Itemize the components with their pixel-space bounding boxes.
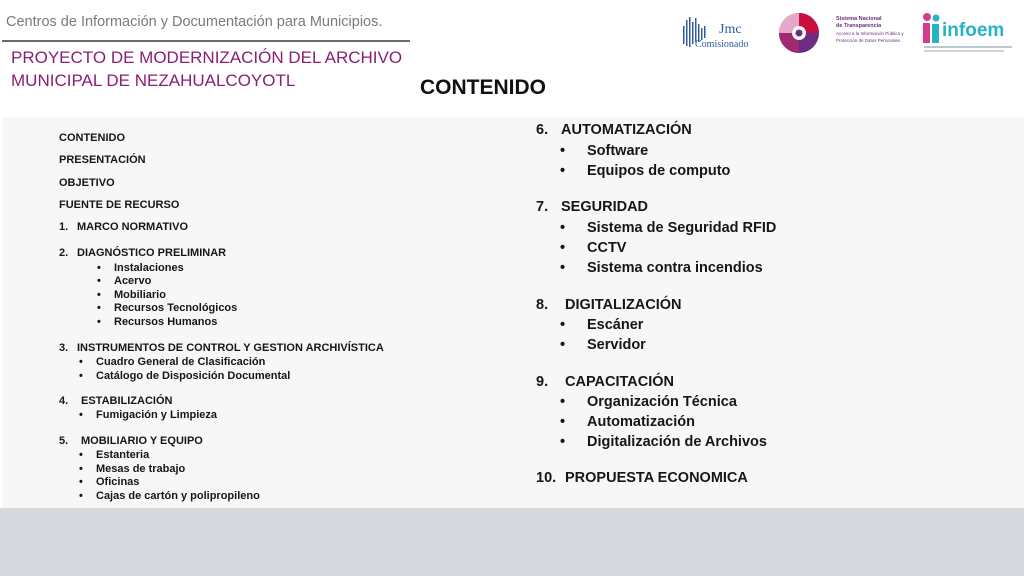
bullet-icon: • [79,490,83,502]
toc-item: • Sistema de Seguridad RFID [560,220,777,236]
toc-item: • Oficinas [79,476,140,488]
bullet-icon: • [97,262,101,274]
toc-section-8: 8. DIGITALIZACIÓN [536,297,682,313]
toc-item: • Automatización [560,414,695,430]
toc-item: • Software [560,143,649,159]
jmc-logo [682,14,768,54]
infoem-logo [918,10,1018,56]
toc-item: • Organización Técnica [560,394,737,410]
bullet-icon: • [97,316,101,328]
toc-item: • Catálogo de Disposición Documental [79,370,291,382]
bullet-icon: • [79,449,83,461]
infoem-logo-text: infoem [942,20,1005,41]
bullet-icon: • [560,220,566,236]
toc-item: • Recursos Humanos [97,316,218,328]
toc-item: • Mobiliario [97,289,166,301]
infoem-figure-icon [920,12,942,44]
bullet-icon: • [79,370,83,382]
jmc-logo-text: Jmc [719,22,742,37]
bullet-icon: • [97,289,101,301]
project-title-line2: MUNICIPAL DE NEZAHUALCOYOTL [11,71,296,90]
toc-section-7: 7. SEGURIDAD [536,199,649,215]
section-title: CONTENIDO [420,76,546,99]
header-divider [2,40,410,42]
bullet-icon: • [560,240,566,256]
toc-section-1: 1. MARCO NORMATIVO [59,221,189,233]
bullet-icon: • [97,302,101,314]
toc-item: • Fumigación y Limpieza [79,409,218,421]
bullet-icon: • [97,275,101,287]
toc-presentacion: PRESENTACIÓN [59,154,146,166]
toc-item: • Mesas de trabajo [79,463,186,475]
toc-item: • Servidor [560,337,646,353]
toc-item: • Cajas de cartón y polipropileno [79,490,260,502]
bullet-icon: • [79,476,83,488]
bullet-icon: • [560,143,566,159]
toc-item: • CCTV [560,240,627,256]
toc-item: • Equipos de computo [560,163,731,179]
toc-section-10: 10. PROPUESTA ECONOMICA [536,470,748,486]
snt-logo-text: Sistema Nacional de Transparencia Acceso a la Información Pública y Protección de Datos Personales [836,16,904,43]
toc-item: • Escáner [560,317,644,333]
toc-objetivo: OBJETIVO [59,177,115,189]
toc-item: • Acervo [97,275,152,287]
toc-item: • Instalaciones [97,262,184,274]
bullet-icon: • [560,260,566,276]
snt-emblem-icon [776,10,822,56]
toc-contenido: CONTENIDO [59,132,125,144]
jmc-logo-subtext: Comisionado [695,39,749,50]
toc-section-5: 5. MOBILIARIO Y EQUIPO [59,435,203,447]
bottom-band [0,508,1024,576]
bullet-icon: • [560,414,566,430]
bullet-icon: • [79,463,83,475]
bullet-icon: • [560,337,566,353]
bullet-icon: • [560,394,566,410]
project-title-line1: PROYECTO DE MODERNIZACIÓN DEL ARCHIVO [11,48,403,67]
header-title: Centros de Información y Documentación para Municipios. [6,14,383,30]
project-title [11,46,402,92]
bullet-icon: • [79,409,83,421]
toc-item: • Estanteria [79,449,150,461]
bullet-icon: • [560,434,566,450]
toc-section-9: 9. CAPACITACIÓN [536,374,675,390]
toc-fuente: FUENTE DE RECURSO [59,199,180,211]
infoem-logo-fineprint-2 [924,50,1004,52]
toc-section-4: 4. ESTABILIZACIÓN [59,395,173,407]
toc-section-6: 6. AUTOMATIZACIÓN [536,122,692,138]
bullet-icon: • [79,356,83,368]
toc-item: • Cuadro General de Clasificación [79,356,266,368]
bullet-icon: • [560,317,566,333]
bullet-icon: • [560,163,566,179]
snt-logo [776,10,906,56]
infoem-logo-fineprint [924,46,1012,48]
toc-section-2: 2. DIAGNÓSTICO PRELIMINAR [59,247,227,259]
toc-item: • Sistema contra incendios [560,260,763,276]
toc-section-3: 3. INSTRUMENTOS DE CONTROL Y GESTION ARCHIVÍSTICA [59,342,384,354]
toc-item: • Recursos Tecnológicos [97,302,238,314]
toc-item: • Digitalización de Archivos [560,434,767,450]
